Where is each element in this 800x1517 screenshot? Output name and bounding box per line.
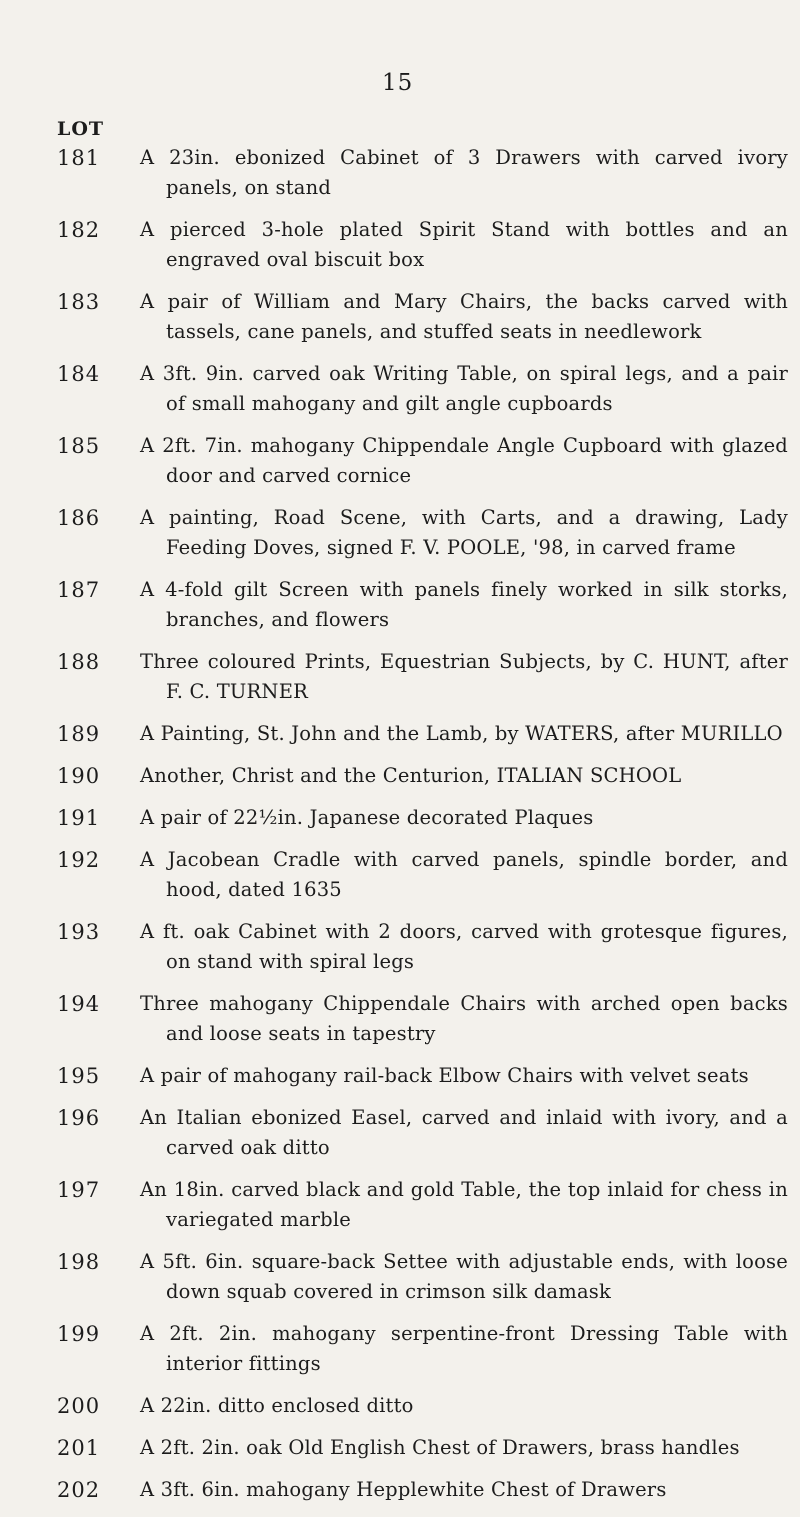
lot-entry xyxy=(0,917,800,977)
lot-description: A 23in. ebonized Cabinet of 3 Drawers with carved ivory panels, on stand xyxy=(140,146,788,199)
lot-number: 198 xyxy=(57,1250,101,1274)
lot-entry xyxy=(0,503,800,563)
lot-number: 200 xyxy=(57,1394,101,1418)
lot-number: 196 xyxy=(57,1106,101,1130)
lot-description: A 3ft. 6in. mahogany Hepplewhite Chest of Drawers xyxy=(140,1478,667,1501)
lot-description: Three coloured Prints, Equestrian Subjects, by C. HUNT, after F. C. TURNER xyxy=(140,650,788,703)
lot-number: 189 xyxy=(57,722,101,746)
lot-number: 192 xyxy=(57,848,101,872)
lot-entry xyxy=(0,803,800,833)
lot-entry xyxy=(0,719,800,749)
page-number: 15 xyxy=(382,70,414,96)
lot-description: A 3ft. 9in. carved oak Writing Table, on spiral legs, and a pair of small mahogany and gilt angle cupboards xyxy=(140,362,788,415)
lot-entry xyxy=(0,1061,800,1091)
lot-description: A pair of 22½in. Japanese decorated Plaques xyxy=(140,806,594,829)
lot-number: 181 xyxy=(57,146,101,170)
lot-entry xyxy=(0,575,800,635)
lot-number: 182 xyxy=(57,218,101,242)
lot-description: A 5ft. 6in. square-back Settee with adjustable ends, with loose down squab covered in crimson silk damask xyxy=(140,1250,788,1303)
lot-number: 183 xyxy=(57,290,101,314)
lot-description: A 4-fold gilt Screen with panels finely worked in silk storks, branches, and flowers xyxy=(140,578,788,631)
lot-description: A pierced 3-hole plated Spirit Stand with bottles and an engraved oval biscuit box xyxy=(140,218,788,271)
lot-entry xyxy=(0,647,800,707)
lot-number: 188 xyxy=(57,650,101,674)
lot-number: 193 xyxy=(57,920,101,944)
lot-entry xyxy=(0,287,800,347)
lot-entry xyxy=(0,845,800,905)
lot-description: A 22in. ditto enclosed ditto xyxy=(140,1394,414,1417)
lot-entry xyxy=(0,1247,800,1307)
lot-number: 184 xyxy=(57,362,101,386)
lot-entry xyxy=(0,989,800,1049)
lot-number: 190 xyxy=(57,764,101,788)
lot-entry xyxy=(0,431,800,491)
lot-description: A ft. oak Cabinet with 2 doors, carved with grotesque figures, on stand with spiral legs xyxy=(140,920,788,973)
lot-entry xyxy=(0,1103,800,1163)
lot-description: An Italian ebonized Easel, carved and inlaid with ivory, and a carved oak ditto xyxy=(140,1106,788,1159)
lot-entry xyxy=(0,359,800,419)
lot-description: A 2ft. 2in. mahogany serpentine-front Dressing Table with interior fittings xyxy=(140,1322,788,1375)
lot-number: 187 xyxy=(57,578,101,602)
lot-description: A 2ft. 7in. mahogany Chippendale Angle Cupboard with glazed door and carved cornice xyxy=(140,434,788,487)
lot-description: A Jacobean Cradle with carved panels, spindle border, and hood, dated 1635 xyxy=(140,848,788,901)
lot-column-heading: LOT xyxy=(57,118,105,140)
lot-entry xyxy=(0,1391,800,1421)
lot-list xyxy=(0,143,800,1517)
lot-description: A pair of mahogany rail-back Elbow Chairs with velvet seats xyxy=(140,1064,749,1087)
lot-description: A pair of William and Mary Chairs, the backs carved with tassels, cane panels, and stuffed seats in needlework xyxy=(140,290,788,343)
lot-entry xyxy=(0,1319,800,1379)
lot-entry xyxy=(0,1175,800,1235)
lot-description: A Painting, St. John and the Lamb, by WATERS, after MURILLO xyxy=(140,722,783,745)
lot-entry xyxy=(0,215,800,275)
lot-number: 197 xyxy=(57,1178,101,1202)
lot-number: 202 xyxy=(57,1478,101,1502)
lot-entry xyxy=(0,761,800,791)
lot-number: 195 xyxy=(57,1064,101,1088)
lot-number: 185 xyxy=(57,434,101,458)
lot-number: 191 xyxy=(57,806,101,830)
lot-number: 201 xyxy=(57,1436,101,1460)
lot-description: A 2ft. 2in. oak Old English Chest of Drawers, brass handles xyxy=(140,1436,740,1459)
lot-description: An 18in. carved black and gold Table, the top inlaid for chess in variegated marble xyxy=(140,1178,788,1231)
lot-entry xyxy=(0,1475,800,1505)
lot-entry xyxy=(0,1433,800,1463)
lot-number: 194 xyxy=(57,992,101,1016)
lot-number: 199 xyxy=(57,1322,101,1346)
lot-number: 186 xyxy=(57,506,101,530)
lot-entry xyxy=(0,143,800,203)
lot-description: Three mahogany Chippendale Chairs with arched open backs and loose seats in tapestry xyxy=(140,992,788,1045)
lot-description: Another, Christ and the Centurion, ITALIAN SCHOOL xyxy=(140,764,682,787)
lot-description: A painting, Road Scene, with Carts, and a drawing, Lady Feeding Doves, signed F. V. POOLE, '98, in carved frame xyxy=(140,506,788,559)
